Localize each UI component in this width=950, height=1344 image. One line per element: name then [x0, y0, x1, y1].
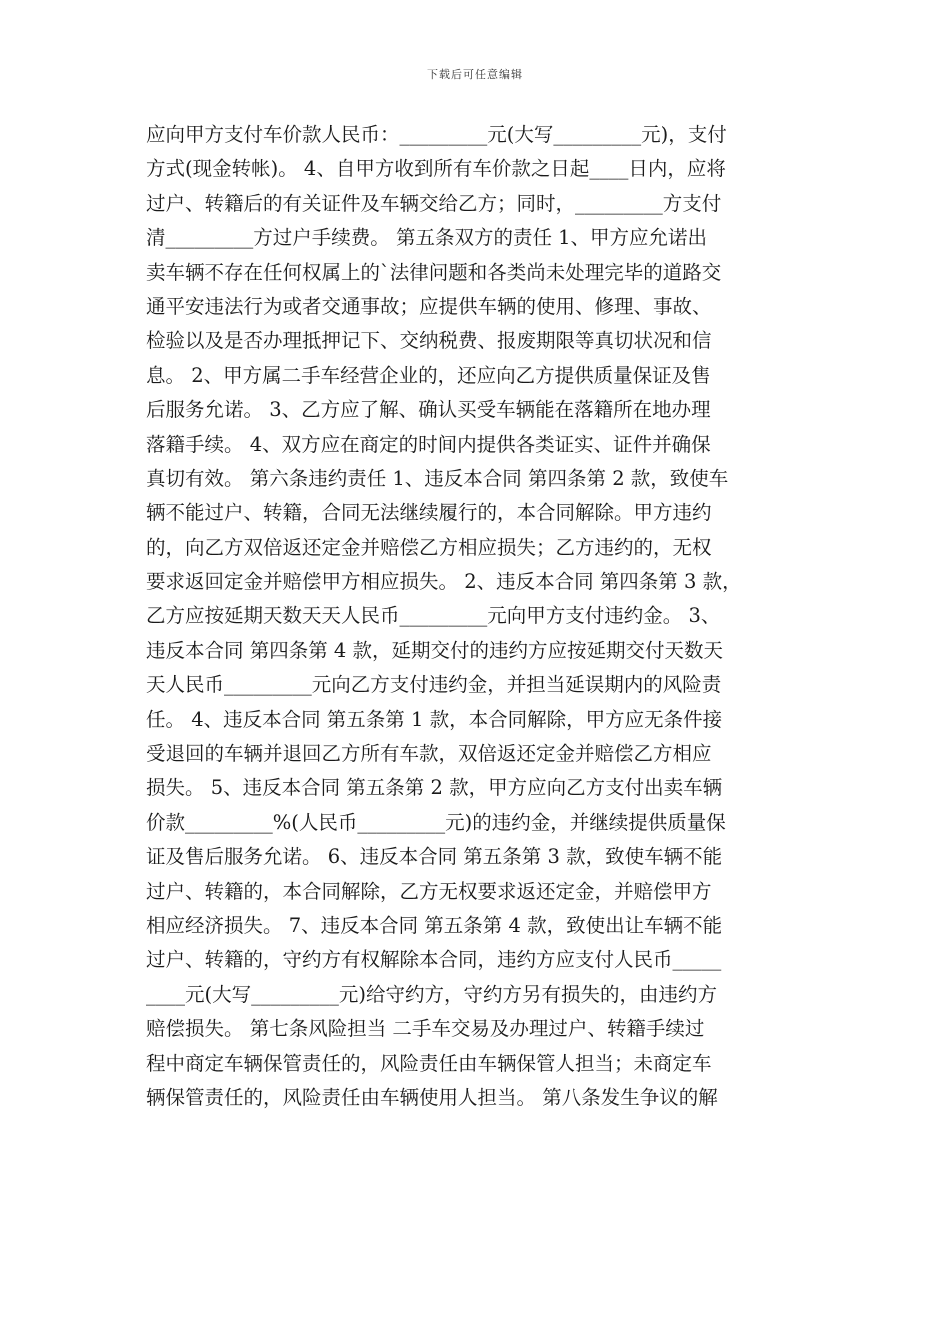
contract-body: [146, 118, 810, 1115]
body-line: 任。 4、违反本合同 第五条第 1 款，本合同解除，甲方应无条件接: [146, 707, 723, 731]
body-line: 过户、转籍的，本合同解除，乙方无权要求返还定金，并赔偿甲方: [146, 879, 712, 903]
body-line: ____元(大写_________元)给守约方，守约方另有损失的，由违约方: [146, 982, 717, 1006]
body-line: 要求返回定金并赔偿甲方相应损失。 2、违反本合同 第四条第 3 款，: [146, 570, 742, 594]
body-line: 通平安违法行为或者交通事故；应提供车辆的使用、修理、事故、: [146, 294, 712, 318]
body-line: 息。 2、甲方属二手车经营企业的，还应向乙方提供质量保证及售: [146, 363, 711, 387]
body-line: 程中商定车辆保管责任的，风险责任由车辆保管人担当；未商定车: [146, 1051, 712, 1075]
body-line: 真切有效。 第六条违约责任 1、违反本合同 第四条第 2 款，致使车: [146, 466, 729, 490]
body-line: 损失。 5、违反本合同 第五条第 2 款，甲方应向乙方支付出卖车辆: [146, 776, 723, 800]
body-line: 过户、转籍的，守约方有权解除本合同，违约方应支付人民币_____: [146, 948, 722, 972]
body-line: 过户、转籍后的有关证件及车辆交给乙方；同时，_________方支付: [146, 191, 722, 215]
body-line: 乙方应按延期天数天天人民币_________元向甲方支付违约金。 3、: [146, 604, 721, 628]
body-line: 方式(现金转帐)。 4、自甲方收到所有车价款之日起____日内，应将: [146, 157, 726, 181]
body-line: 应向甲方支付车价款人民币：_________元(大写_________元)，支付: [146, 123, 727, 146]
body-line: 清_________方过户手续费。 第五条双方的责任 1、甲方应允诺出: [146, 226, 708, 250]
body-line: 相应经济损失。 7、违反本合同 第五条第 4 款，致使出让车辆不能: [146, 913, 723, 937]
body-line: 证及售后服务允诺。 6、违反本合同 第五条第 3 款，致使车辆不能: [146, 845, 723, 869]
body-line: 天人民币_________元向乙方支付违约金，并担当延误期内的风险责: [146, 673, 722, 697]
body-line: 后服务允诺。 3、乙方应了解、确认买受车辆能在落籍所在地办理: [146, 398, 711, 422]
page-header: 下载后可任意编辑: [427, 68, 523, 81]
body-line: 落籍手续。 4、双方应在商定的时间内提供各类证实、证件并确保: [146, 432, 711, 456]
body-line: 受退回的车辆并退回乙方所有车款，双倍返还定金并赔偿乙方相应: [146, 742, 712, 766]
body-line: 卖车辆不存在任何权属上的`法律问题和各类尚未处理完毕的道路交: [146, 260, 722, 284]
body-line: 检验以及是否办理抵押记下、交纳税费、报废期限等真切状况和信: [146, 329, 712, 353]
body-line: 价款_________%(人民币_________元)的违约金，并继续提供质量保: [146, 810, 726, 834]
body-line: 违反本合同 第四条第 4 款，延期交付的违约方应按延期交付天数天: [146, 638, 724, 662]
body-line: 赔偿损失。 第七条风险担当 二手车交易及办理过户、转籍手续过: [146, 1017, 705, 1041]
body-line: 的，向乙方双倍返还定金并赔偿乙方相应损失；乙方违约的，无权: [146, 535, 712, 559]
body-line: 辆不能过户、转籍，合同无法继续履行的，本合同解除。甲方违约: [146, 501, 712, 525]
body-line: 辆保管责任的，风险责任由车辆使用人担当。 第八条发生争议的解: [146, 1085, 718, 1109]
